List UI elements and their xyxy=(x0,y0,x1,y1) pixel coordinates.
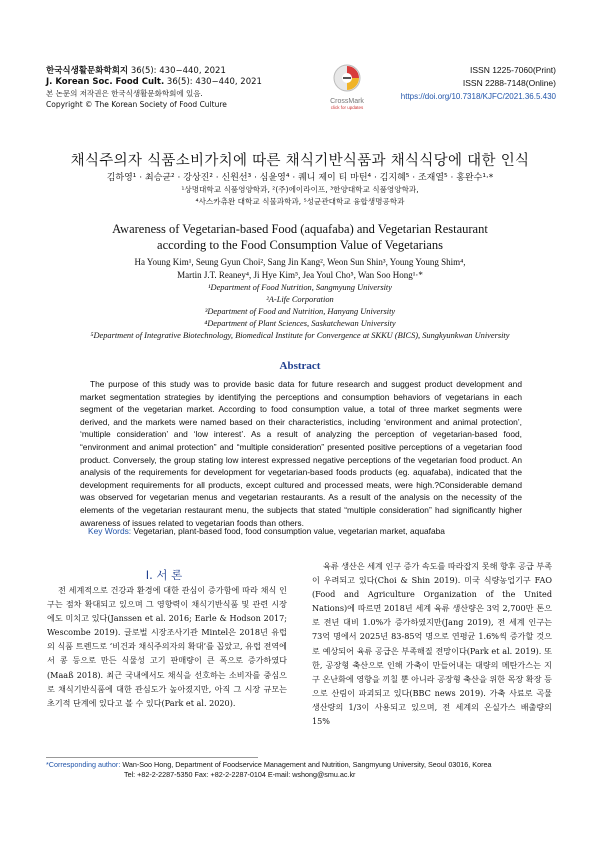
corresponding-author-footnote xyxy=(46,760,566,780)
copyright-en: Copyright © The Korean Society of Food Culture xyxy=(46,100,227,109)
affiliation-en-5: ⁵Department of Integrative Biotechnology, Biomedical Institute for Convergence at SKKU (BICS), Sungkyunkwan University xyxy=(90,331,510,340)
authors-en-1: Ha Young Kim¹, Seung Gyun Choi², Sang Jin Kang², Weon Sun Shin³, Young Young Shim⁴, xyxy=(134,257,466,267)
authors-en-2: Martin J.T. Reaney⁴, Ji Hye Kim⁵, Jea Youl Cho⁵, Wan Soo Hong¹·* xyxy=(177,270,423,280)
paper-title-ko: 채식주의자 식품소비가치에 따른 채식기반식품과 채식식당에 대한 인식 xyxy=(70,153,530,169)
paragraph: 육류 생산은 세계 인구 증가 속도를 따라잡지 못해 향후 공급 부족이 우려되고 있다(Choi & Shin 2019). 미국 식량농업기구 FAO (Food and Agriculture Organization of the United Nations)에 따르면 2018년 세계 육류 생산량은 3억 2,700만 톤으로 전년 대비 1.0%가 증가하였지만(Jang 2019), 전 세계 인구는 73억 명에서 2025년 83-85억 명으로 연평균 1.6%씩 증가할 것으로 예상되어 육류 공급은 부족해질 전망이다(Park et al. 2019). 또한, 공장형 축산으로 인해 가축이 만들어내는 대량의 메탄가스는 지구 온난화에 영향을 끼칠 뿐 아니라 공장형 축산을 위한 목장 확장 등으로 산림이 파괴되고 있다(BBC news 2019). 가축 사료로 곡물 생산량의 1/3이 사용되고 있으며, 전 세계의 온실가스 배출량의 15% xyxy=(312,561,553,727)
journal-title-ko: 한국식생활문화학회지 36(5): 430−440, 2021 xyxy=(46,66,226,76)
copyright-ko: 본 논문의 저작권은 한국식생활문화학회에 있음. xyxy=(46,89,203,98)
affiliation-en-4: ⁴Department of Plant Sciences, Saskatchewan University xyxy=(204,319,396,328)
doi-link[interactable]: https://doi.org/10.7318/KJFC/2021.36.5.430 xyxy=(400,92,556,101)
affiliation-ko-2: ⁴사스카츄완 대학교 식물과학과, ⁵성균관대학교 융합생명공학과 xyxy=(195,197,405,206)
affiliation-en-2: ²A-Life Corporation xyxy=(266,295,334,304)
authors-ko: 김하영¹ · 최승균² · 강상진² · 신원선³ · 심윤영⁴ · 퀘니 제이 티 마틴⁴ · 김지혜⁵ · 조재열⁵ · 홍완수¹·* xyxy=(106,173,494,183)
section-heading-introduction: I. 서 론 xyxy=(145,568,183,582)
body-column-right xyxy=(312,559,552,728)
issn-online: ISSN 2288-7148(Online) xyxy=(462,78,556,88)
keywords-list: Vegetarian, plant-based food, food consumption value, vegetarian market, aquafaba xyxy=(131,526,445,536)
affiliation-en-3: ³Department of Food and Nutrition, Hanyang University xyxy=(204,307,396,316)
footnote-text: Wan-Soo Hong, Department of Foodservice Management and Nutrition, Sangmyung University, Seoul 03016, Korea xyxy=(120,760,492,769)
keywords-label: Key Words: xyxy=(88,526,132,536)
paragraph: 전 세계적으로 건강과 환경에 대한 관심이 증가함에 따라 채식 인구는 점차 확대되고 있으며 그 영향력이 채식기반식품 및 관련 시장에도 미치고 있다(Janssen et al. 2016; Earle & Hodson 2017; Wescombe 2019). 글로벌 시장조사기관 Mintel은 2018년 유럽의 식품 트렌드로 ‘비건과 채식주의자의 확대’를 꼽았고, 유럽 전역에서 콩 등으로 만든 식물성 고기 판매량이 큰 폭으로 증가하였다(Maaß 2018). 최근 국내에서도 채식을 선호하는 소비자를 중심으로 채식기반식품에 대한 관심도가 높아졌지만, 아직 그 시장 규모는 초기적 단계에 있다고 볼 수 있다(Park et al. 2020). xyxy=(47,585,287,708)
footnote-label: *Corresponding author: xyxy=(46,760,121,769)
footnote-contact: Tel: +82-2-2287-5350 Fax: +82-2-2287-0104 E-mail: wshong@smu.ac.kr xyxy=(124,770,356,779)
issn-print: ISSN 1225-7060(Print) xyxy=(470,65,556,75)
paper-title-en-1: Awareness of Vegetarian-based Food (aquafaba) and Vegetarian Restaurant xyxy=(112,222,488,236)
crossmark-sub: click for updates xyxy=(330,105,364,110)
crossmark-badge[interactable] xyxy=(326,63,368,115)
body-column-left xyxy=(47,583,287,710)
footnote-divider xyxy=(46,757,258,758)
abstract-text: The purpose of this study was to provide basic data for future research and suggest product development and market segmentation strategies by identifying the perceptions and consumption behaviors of vegetarians in each segment of the vegetarian market. According to food consumption value, a total of three market segments were derived, and the markets were named based on their characteristics, including ‘environment and animal protection’, ‘multiple consideration’ and ‘low interest’. As a result of analyzing the perception of vegetarian-based food, “environment and animal protection” and “multiple consideration” presented positive perceptions of a vegetarian food product. Conversely, the group stating low interest expressed negative perceptions of the vegetarian food product. An analysis of the requirements for development for vegetarian-based foods products (eg. aquafaba), indicated that the development requirements for all products, except cultured and processed meats, were high.?Considerable demand was observed for vegetarian menus and vegetarian restaurants. As a result of the analysis on the necessity of the elements of the vegetarian restaurant menu, the subjects that stated “multiple consideration” had significantly higher awareness of issues related to vegetarian foods than others. xyxy=(80,379,522,528)
affiliation-en-1: ¹Department of Food Nutrition, Sangmyung University xyxy=(208,283,392,292)
crossmark-icon xyxy=(332,63,362,93)
affiliation-ko-1: ¹상명대학교 식품영양학과, ²(주)에이라이프, ³한양대학교 식품영양학과, xyxy=(181,185,419,194)
paper-title-en-2: according to the Food Consumption Value of Vegetarians xyxy=(157,238,443,252)
abstract-heading: Abstract xyxy=(279,360,321,372)
abstract-body xyxy=(80,378,522,529)
journal-header xyxy=(46,64,262,109)
crossmark-label: CrossMark xyxy=(330,98,364,105)
journal-title-en: J. Korean Soc. Food Cult. 36(5): 430−440, 2021 xyxy=(46,77,262,87)
issn-block xyxy=(401,64,556,103)
keywords xyxy=(88,526,528,536)
